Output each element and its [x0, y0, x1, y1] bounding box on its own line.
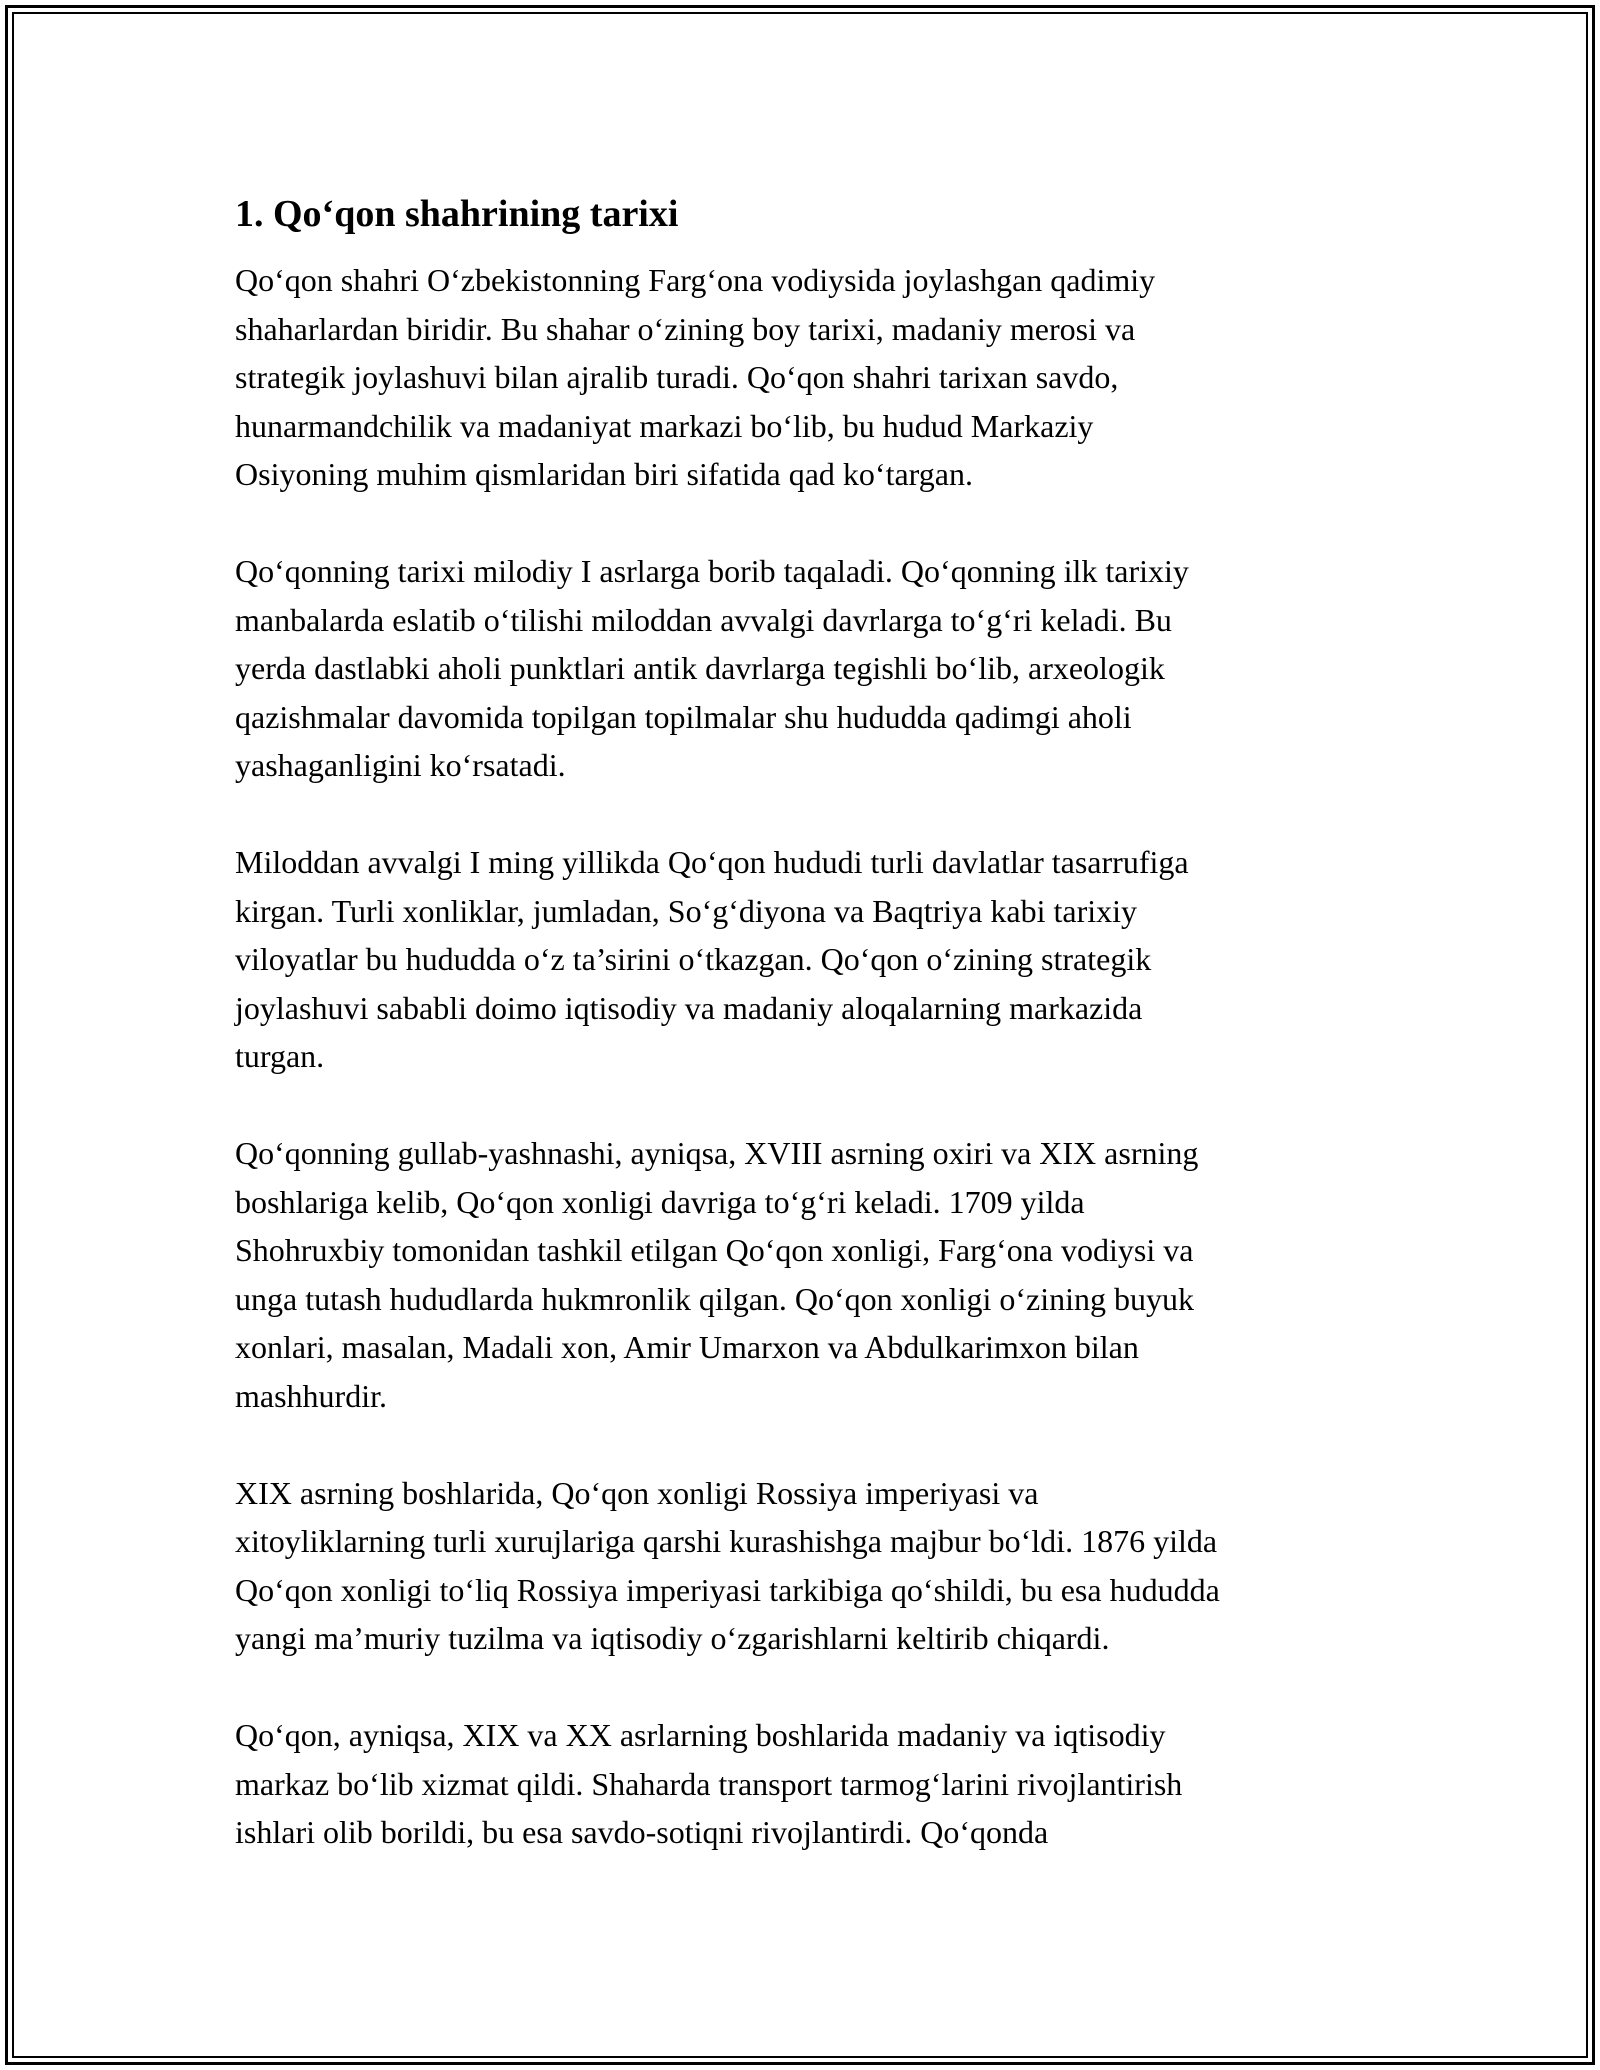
paragraph-6: Qo‘qon, ayniqsa, XIX va XX asrlarning boshlarida madaniy va iqtisodiy markaz bo‘lib xizmat qildi. Shaharda transport tarmog‘larini rivojlantirish ishlari olib borildi, bu esa savdo-sotiqni rivojlantirdi. Qo‘qonda	[235, 1717, 1183, 1850]
paragraph-4: Qo‘qonning gullab-yashnashi, ayniqsa, XVIII asrning oxiri va XIX asrning boshlariga kelib, Qo‘qon xonligi davriga to‘g‘ri keladi. 1709 yilda Shohruxbiy tomonidan tashkil etilgan Qo‘qon xonligi, Farg‘ona vodiysi va unga tutash hududlarda hukmronlik qilgan. Qo‘qon xonligi o‘zining buyuk xonlari, masalan, Madali xon, Amir Umarxon va Abdulkarimxon bilan mashhurdir.	[235, 1135, 1199, 1414]
document-body	[235, 186, 1375, 1905]
paragraph-2: Qo‘qonning tarixi milodiy I asrlarga borib taqaladi. Qo‘qonning ilk tarixiy manbalarda eslatib o‘tilishi miloddan avvalgi davrlarga to‘g‘ri keladi. Bu yerda dastlabki aholi punktlari antik davrlarga tegishli bo‘lib, arxeologik qazishmalar davomida topilgan topilmalar shu hududda qadimgi aholi yashaganligini ko‘rsatadi.	[235, 553, 1189, 783]
section-heading: 1. Qo‘qon shahrining tarixi	[235, 193, 679, 235]
paragraph-5: XIX asrning boshlarida, Qo‘qon xonligi Rossiya imperiyasi va xitoyliklarning turli xurujlariga qarshi kurashishga majbur bo‘ldi. 1876 yilda Qo‘qon xonligi to‘liq Rossiya imperiyasi tarkibiga qo‘shildi, bu esa hududda yangi ma’muriy tuzilma va iqtisodiy o‘zgarishlarni keltirib chiqardi.	[235, 1474, 1220, 1656]
paragraph-1: Qo‘qon shahri O‘zbekistonning Farg‘ona vodiysida joylashgan qadimiy shaharlardan biridir. Bu shahar o‘zining boy tarixi, madaniy merosi va strategik joylashuvi bilan ajralib turadi. Qo‘qon shahri tarixan savdo, hunarmandchilik va madaniyat markazi bo‘lib, bu hudud Markaziy Osiyoning muhim qismlaridan biri sifatida qad ko‘targan.	[235, 262, 1156, 492]
paragraph-3: Miloddan avvalgi I ming yillikda Qo‘qon hududi turli davlatlar tasarrufiga kirgan. Turli xonliklar, jumladan, So‘g‘diyona va Baqtriya kabi tarixiy viloyatlar bu hududda o‘z ta’sirini o‘tkazgan. Qo‘qon o‘zining strategik joylashuvi sababli doimo iqtisodiy va madaniy aloqalarning markazida turgan.	[235, 844, 1189, 1074]
